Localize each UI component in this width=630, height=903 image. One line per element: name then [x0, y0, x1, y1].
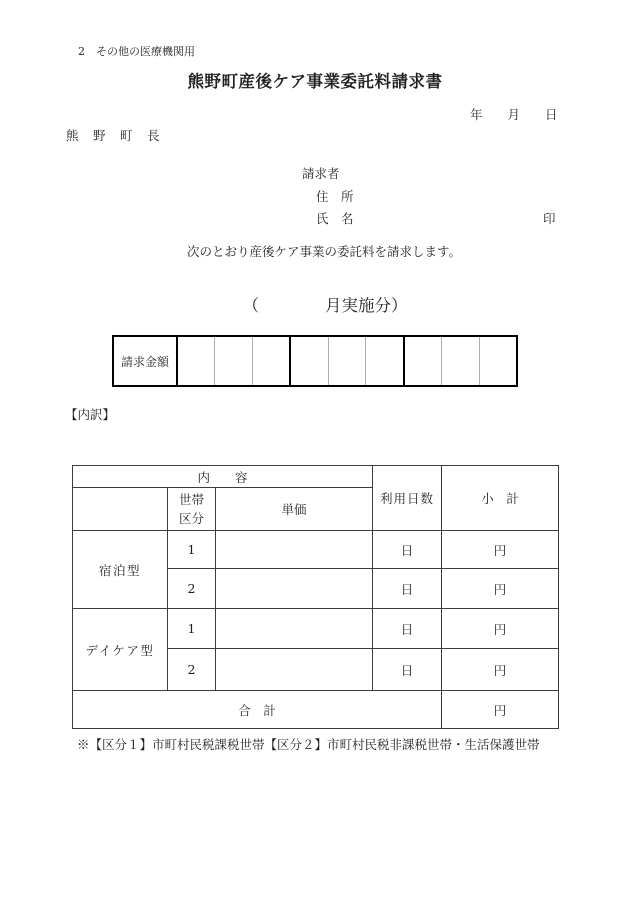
- amount-digit-cell: [329, 337, 366, 385]
- days-used-cell: 日: [373, 649, 442, 691]
- amount-digit-cell: [366, 337, 404, 385]
- category-cell: 1: [168, 531, 216, 569]
- household-category-line1: 世帯: [178, 491, 204, 507]
- category-cell: 1: [168, 609, 216, 649]
- header-days-used: 利用日数: [373, 466, 442, 531]
- header-unit-price: 単価: [216, 488, 373, 531]
- breakdown-table: [72, 465, 559, 729]
- unit-price-cell: [216, 569, 373, 609]
- amount-digit-cell: [291, 337, 328, 385]
- days-used-cell: 日: [373, 531, 442, 569]
- billing-amount-label: 請求金額: [114, 337, 178, 385]
- document-title: 熊野町産後ケア事業委託料請求書: [187, 72, 443, 91]
- billing-amount-box: [112, 335, 518, 387]
- seal-mark: 印: [543, 211, 556, 226]
- name-label: 氏 名: [316, 211, 354, 226]
- subtotal-cell: 円: [442, 569, 559, 609]
- form-type-label: 2 その他の医療機関用: [78, 45, 195, 58]
- household-category-line2: 区分: [178, 511, 204, 526]
- days-used-cell: 日: [373, 569, 442, 609]
- total-label: 合 計: [73, 691, 442, 729]
- addressee-line: 熊 野 町 長: [66, 128, 161, 143]
- category-footnote: ※【区分１】市町村民税課税世帯【区分２】市町村民税非課税世帯・生活保護世帯: [77, 737, 540, 752]
- statement-line: 次のとおり産後ケア事業の委託料を請求します。: [187, 244, 462, 259]
- amount-digit-cell: [480, 337, 516, 385]
- amount-digit-cell: [253, 337, 291, 385]
- header-subtotal: 小 計: [442, 466, 559, 531]
- subtotal-cell: 円: [442, 531, 559, 569]
- subtotal-cell: 円: [442, 649, 559, 691]
- stay-type-cell: 宿泊型: [73, 531, 168, 609]
- amount-digit-cell: [215, 337, 252, 385]
- date-line: 年 月 日: [470, 107, 558, 122]
- address-label: 住 所: [316, 189, 354, 204]
- days-used-cell: 日: [373, 609, 442, 649]
- category-cell: 2: [168, 569, 216, 609]
- header-household-category: [168, 488, 216, 531]
- amount-digit-cell: [178, 337, 215, 385]
- breakdown-heading: 【内訳】: [65, 407, 116, 422]
- header-empty-cell: [73, 488, 168, 531]
- unit-price-cell: [216, 609, 373, 649]
- unit-price-cell: [216, 531, 373, 569]
- category-cell: 2: [168, 649, 216, 691]
- claimant-label: 請求者: [302, 166, 340, 181]
- period-month-line: （ 月実施分）: [242, 296, 408, 315]
- unit-price-cell: [216, 649, 373, 691]
- header-content: 内 容: [73, 466, 373, 488]
- total-amount-cell: 円: [442, 691, 559, 729]
- amount-digit-cell: [442, 337, 479, 385]
- amount-digit-cell: [405, 337, 442, 385]
- daycare-type-cell: デイケア型: [73, 609, 168, 691]
- subtotal-cell: 円: [442, 609, 559, 649]
